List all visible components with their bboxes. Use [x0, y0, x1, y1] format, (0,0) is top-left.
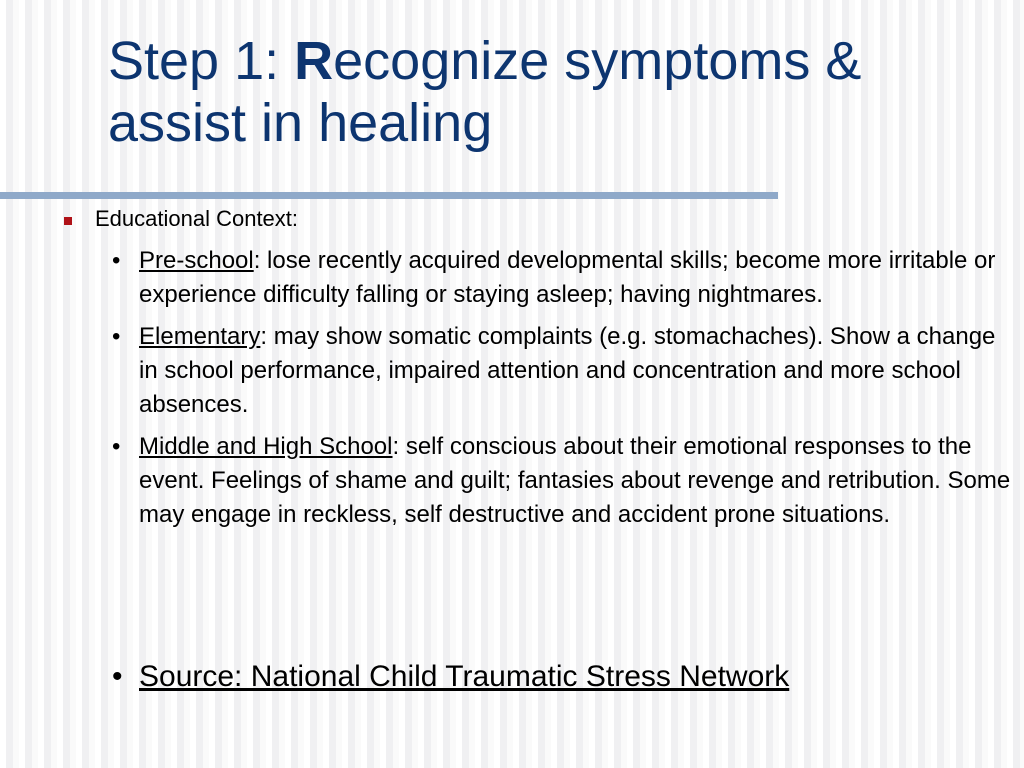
- item-text: : may show somatic complaints (e.g. stomachaches). Show a change in school performance, impaired attention and concentration and more school absences.: [139, 323, 996, 418]
- list-item-preschool: [112, 244, 1012, 312]
- source-link[interactable]: Source: National Child Traumatic Stress Network: [139, 660, 790, 693]
- item-text: : self conscious about their emotional responses to the event. Feelings of shame and guilt; fantasies about revenge and retribution. Some may engage in reckless, self destructive and accident prone situations.: [139, 433, 1011, 528]
- section-label: Educational Context:: [95, 206, 299, 231]
- bullet-dot-icon: •: [112, 323, 121, 350]
- source-item: [112, 658, 789, 696]
- item-term: Pre-school: [139, 247, 254, 274]
- item-term: Middle and High School: [139, 433, 393, 460]
- item-term: Elementary: [139, 323, 261, 350]
- title-bold-letter: R: [294, 31, 334, 91]
- list-item-middle-high-school: [112, 430, 1012, 532]
- item-text: : lose recently acquired developmental skills; become more irritable or experience difficulty falling or staying asleep; having nightmares.: [139, 247, 996, 308]
- bullet-dot-icon: •: [112, 433, 121, 460]
- bullet-dot-icon: •: [112, 247, 121, 274]
- bullet-dot-icon: •: [112, 660, 123, 693]
- sub-bullet-list: [112, 244, 1012, 540]
- list-item-elementary: [112, 320, 1012, 422]
- title-rest: ecognize symptoms & assist in healing: [108, 31, 862, 153]
- square-bullet-icon: [64, 217, 72, 225]
- title-prefix: Step 1:: [108, 31, 295, 91]
